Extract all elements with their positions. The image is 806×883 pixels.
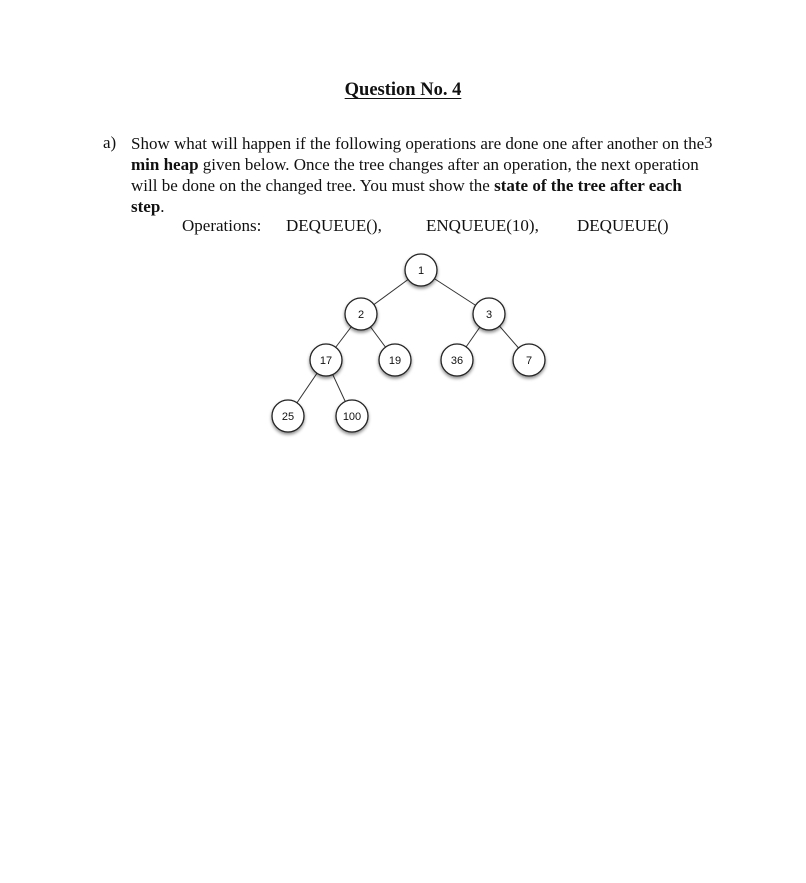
question-bold-state: state of the tree after each step bbox=[131, 176, 682, 216]
heap-node bbox=[473, 298, 505, 330]
operation-item: DEQUEUE() bbox=[577, 216, 669, 235]
operations-label: Operations: bbox=[182, 216, 262, 235]
heap-node-label: 2 bbox=[357, 309, 365, 321]
question-part-label: a) bbox=[103, 133, 117, 152]
marks-value: 3 bbox=[704, 133, 713, 152]
heap-node bbox=[345, 298, 377, 330]
operation-item: DEQUEUE(), bbox=[286, 216, 382, 235]
heap-node-label: 36 bbox=[450, 355, 464, 367]
heap-node-label: 100 bbox=[342, 411, 362, 423]
heap-node-label: 1 bbox=[417, 265, 425, 277]
heap-node-label: 19 bbox=[388, 355, 402, 367]
heap-node bbox=[310, 344, 342, 376]
heap-node-label: 25 bbox=[281, 411, 295, 423]
heap-node bbox=[441, 344, 473, 376]
operation-item: ENQUEUE(10), bbox=[426, 216, 539, 235]
heap-nodes bbox=[272, 254, 545, 432]
heap-node-label: 3 bbox=[485, 309, 493, 321]
question-text-part: Show what will happen if the following operations are done one after another on the bbox=[131, 134, 705, 153]
heap-node bbox=[379, 344, 411, 376]
question-bold-min-heap: min heap bbox=[131, 155, 199, 174]
question-text-part: given below. Once the tree changes after an operation, the next operation will be done on the changed tree. You must show the bbox=[131, 155, 699, 195]
heap-node-label: 7 bbox=[525, 355, 533, 367]
heap-node bbox=[513, 344, 545, 376]
heap-node-label: 17 bbox=[319, 355, 333, 367]
heap-node bbox=[405, 254, 437, 286]
question-text-part: . bbox=[160, 197, 165, 216]
page-title: Question No. 4 bbox=[344, 80, 462, 100]
heap-node bbox=[272, 400, 304, 432]
heap-edges bbox=[288, 270, 529, 416]
heap-node bbox=[336, 400, 368, 432]
